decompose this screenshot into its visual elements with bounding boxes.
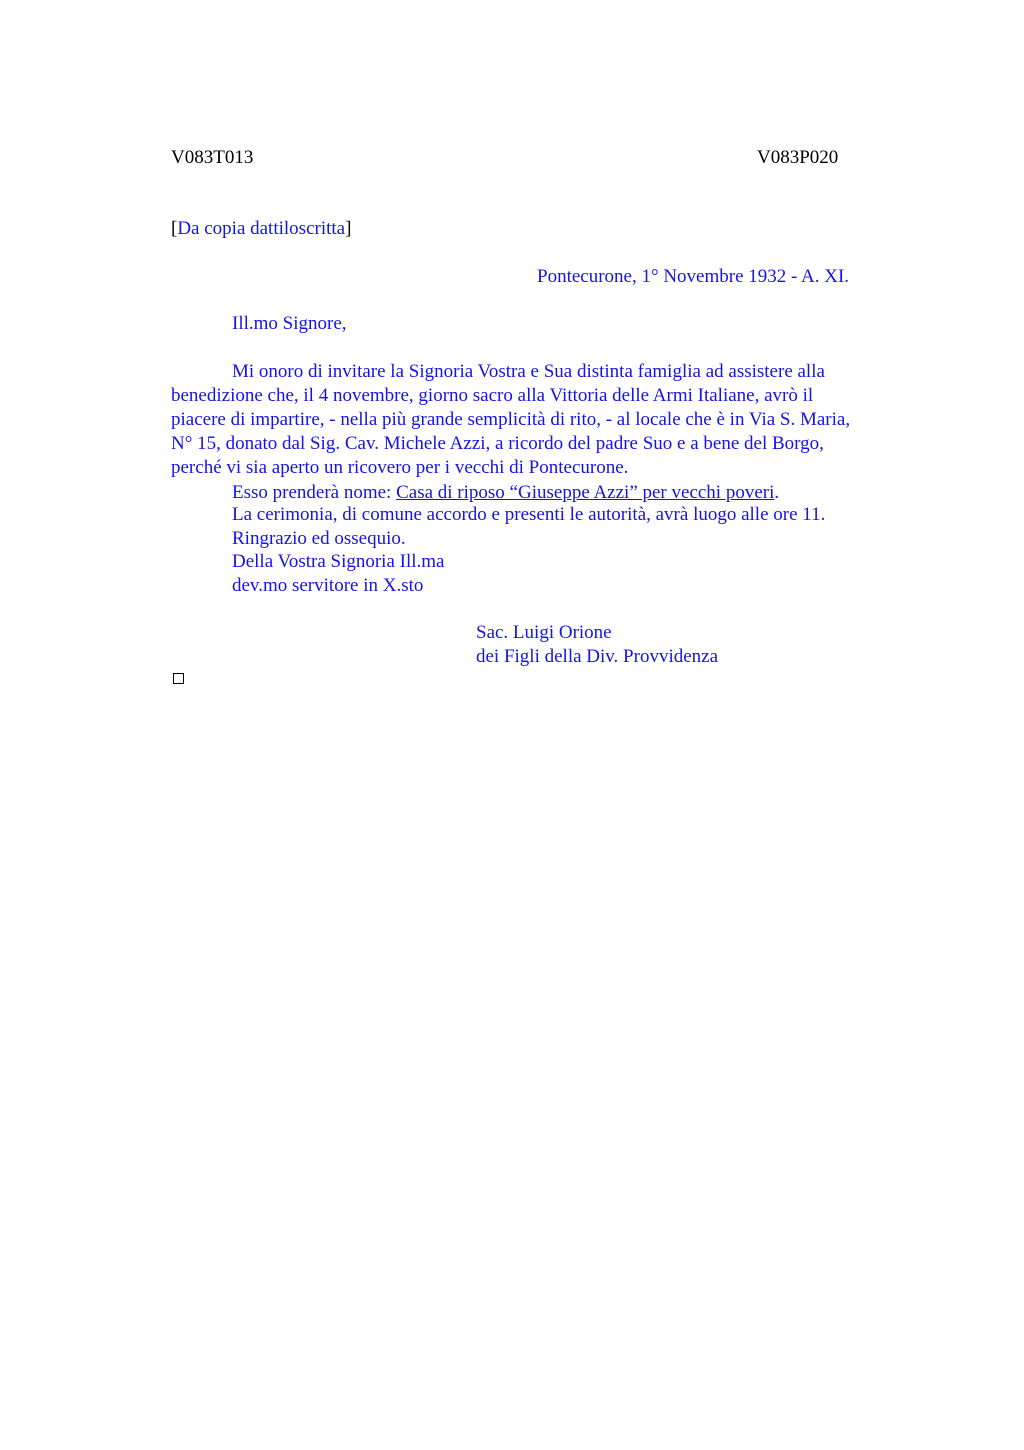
place-date: Pontecurone, 1° Novembre 1932 - A. XI. (537, 266, 850, 287)
end-marker-box-icon (173, 673, 184, 684)
salutation: Ill.mo Signore, (232, 313, 347, 334)
source-note-text: Da copia dattiloscritta (177, 218, 346, 239)
house-name: Casa di riposo “Giuseppe Azzi” per vecchi poveri (396, 482, 775, 503)
house-name-line (232, 481, 779, 505)
house-name-prefix: Esso prenderà nome: (232, 482, 397, 503)
body-line: benedizione che, il 4 novembre, giorno sacro alla Vittoria delle Armi Italiane, avrò il (171, 385, 814, 406)
body-line: piacere di impartire, - nella più grande semplicità di rito, - al locale che è in Via S. Maria, (171, 409, 851, 430)
closing-servant-line: dev.mo servitore in X.sto (232, 575, 424, 596)
closing-line: Della Vostra Signoria Ill.ma (232, 551, 445, 572)
source-note (171, 217, 351, 241)
signature-name: Sac. Luigi Orione (476, 622, 612, 643)
signature-title: dei Figli della Div. Provvidenza (476, 646, 719, 667)
document-code-right: V083P020 (757, 147, 839, 168)
ceremony-line: La cerimonia, di comune accordo e presenti le autorità, avrà luogo alle ore 11. (232, 504, 826, 525)
body-line: perché vi sia aperto un ricovero per i vecchi di Pontecurone. (171, 457, 629, 478)
bracket-close: ] (345, 218, 352, 239)
house-name-suffix: . (774, 482, 780, 503)
document-code-left: V083T013 (171, 147, 254, 168)
letter-body-paragraph (171, 360, 916, 480)
body-line: Mi onoro di invitare la Signoria Vostra e Sua distinta famiglia ad assistere alla (232, 361, 825, 382)
thanks-line: Ringrazio ed ossequio. (232, 528, 406, 549)
body-line: N° 15, donato dal Sig. Cav. Michele Azzi, a ricordo del padre Suo e a bene del Borgo, (171, 433, 824, 454)
bracket-open: [ (171, 218, 178, 239)
